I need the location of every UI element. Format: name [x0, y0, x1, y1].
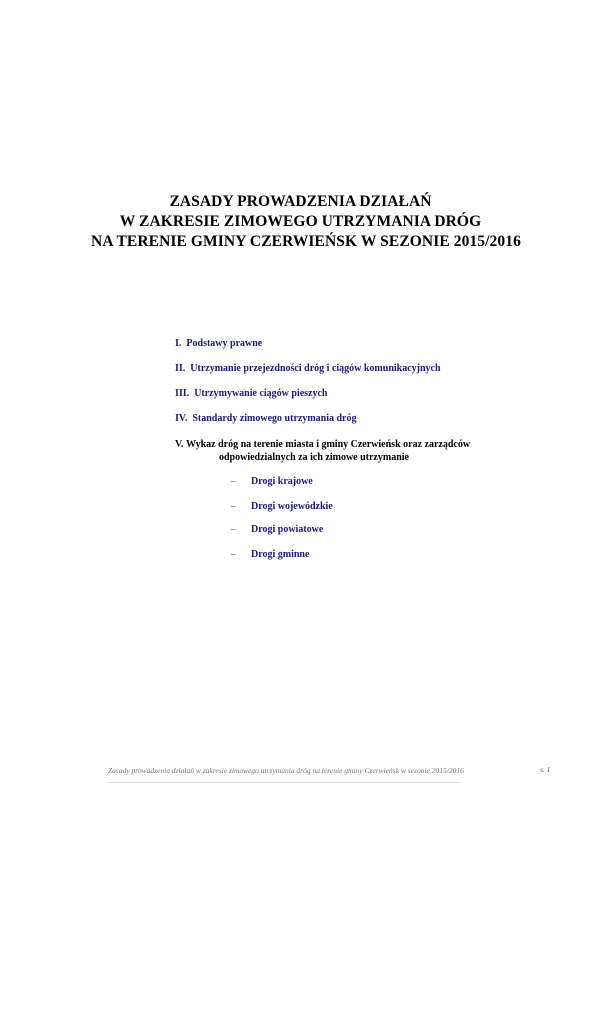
- toc-item-number: III.: [175, 388, 190, 399]
- toc-sub-item-label: Drogi krajowe: [251, 476, 313, 487]
- page-number: s. 1: [540, 765, 551, 774]
- toc-item-standardy[interactable]: [175, 413, 357, 424]
- toc-item-wykaz-continuation: odpowiedzialnych za ich zimowe utrzymanie: [219, 452, 409, 463]
- toc-sub-item-drogi-wojewodzkie[interactable]: [231, 501, 333, 512]
- toc-item-number: I.: [175, 338, 182, 349]
- toc-sub-item-label: Drogi gminne: [251, 549, 310, 560]
- title-line-3: NA TERENIE GMINY CZERWIEŃSK W SEZONIE 2015/2016: [91, 233, 521, 250]
- toc-sub-item-drogi-powiatowe[interactable]: [231, 524, 323, 535]
- toc-item-podstawy-prawne[interactable]: [175, 338, 262, 349]
- toc-sub-item-drogi-gminne[interactable]: [231, 549, 309, 560]
- title-line-2: W ZAKRESIE ZIMOWEGO UTRZYMANIA DRÓG: [119, 213, 482, 230]
- toc-sub-item-label: Drogi wojewódzkie: [251, 501, 333, 512]
- toc-item-number: II.: [175, 363, 186, 374]
- toc-item-label: Utrzymanie przejezdności dróg i ciągów komunikacyjnych: [190, 363, 441, 374]
- footer-divider: [108, 782, 460, 783]
- toc-item-number: IV.: [175, 413, 188, 424]
- dash-bullet: –: [231, 476, 236, 487]
- document-title: [0, 192, 602, 252]
- toc-item-wykaz-drog: [175, 439, 470, 450]
- toc-sub-item-label: Drogi powiatowe: [251, 524, 324, 535]
- toc-item-label: Standardy zimowego utrzymania dróg: [192, 413, 357, 424]
- dash-bullet: –: [231, 549, 236, 560]
- title-line-1: ZASADY PROWADZENIA DZIAŁAŃ: [169, 193, 432, 210]
- toc-item-utrzymanie-przejezdnosci[interactable]: [175, 363, 441, 374]
- page-footer-text: Zasady prowadzenia działań w zakresie zimowego utrzymania dróg na terenie gminy Czerwieńsk w sezonie 2015/2016: [108, 766, 464, 775]
- dash-bullet: –: [231, 524, 236, 535]
- toc-item-label: Utrzymywanie ciągów pieszych: [194, 388, 328, 399]
- toc-sub-item-drogi-krajowe[interactable]: [231, 476, 313, 487]
- toc-item-label: Podstawy prawne: [186, 338, 263, 349]
- dash-bullet: –: [231, 501, 236, 512]
- toc-item-label: Wykaz dróg na terenie miasta i gminy Czerwieńsk oraz zarządców: [185, 439, 471, 450]
- toc-item-number: V.: [175, 439, 184, 450]
- toc-item-ciagi-piesze[interactable]: [175, 388, 328, 399]
